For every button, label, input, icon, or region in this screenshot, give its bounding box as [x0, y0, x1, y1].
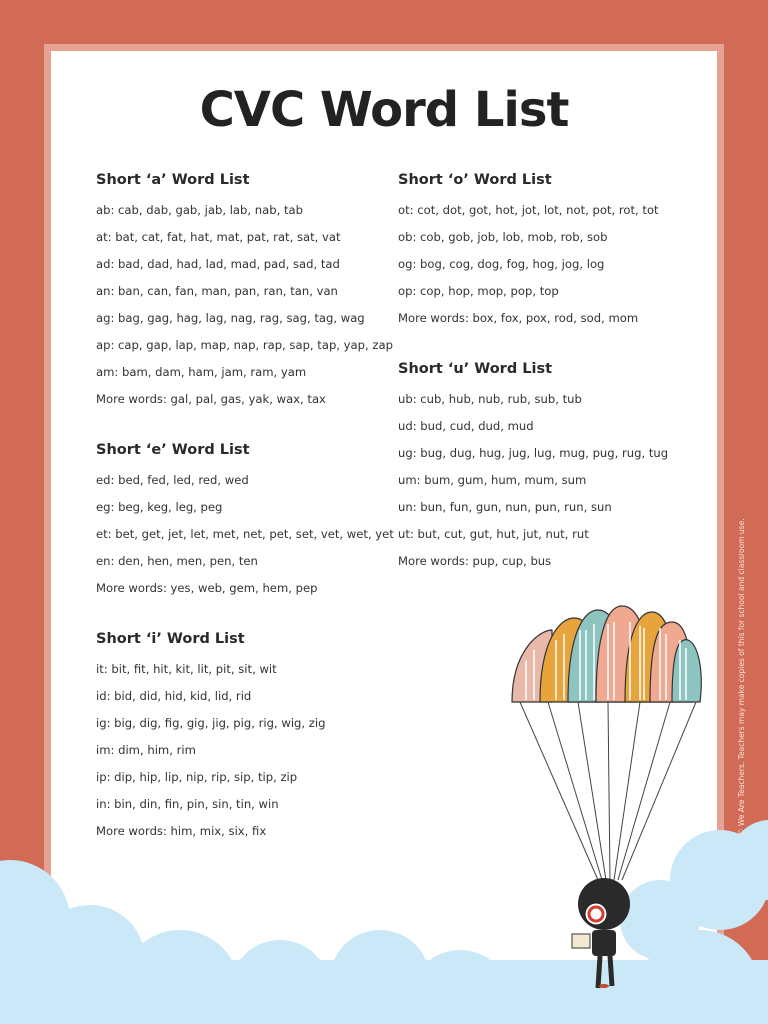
copyright-notice: © We Are Teachers. Teachers may make copies of this for school and classroom use.: [737, 518, 746, 836]
word-line: ud: bud, cud, dud, mud: [398, 419, 534, 433]
word-line: id: bid, did, hid, kid, lid, rid: [96, 689, 252, 703]
word-line: og: bog, cog, dog, fog, hog, jog, log: [398, 257, 605, 271]
word-line: im: dim, him, rim: [96, 743, 196, 757]
word-line: ub: cub, hub, nub, rub, sub, tub: [398, 392, 582, 406]
word-line: eg: beg, keg, leg, peg: [96, 500, 223, 514]
word-line: ab: cab, dab, gab, jab, lab, nab, tab: [96, 203, 303, 217]
cloud-decoration: [0, 820, 768, 1024]
page-title: CVC Word List: [199, 82, 569, 138]
word-line: ap: cap, gap, lap, map, nap, rap, sap, tap, yap, zap: [96, 338, 393, 352]
section-heading: Short ‘e’ Word List: [96, 442, 250, 458]
word-line: et: bet, get, jet, let, met, net, pet, set, vet, wet, yet: [96, 527, 394, 541]
word-line: en: den, hen, men, pen, ten: [96, 554, 258, 568]
word-line: at: bat, cat, fat, hat, mat, pat, rat, sat, vat: [96, 230, 341, 244]
word-line: ag: bag, gag, hag, lag, nag, rag, sag, tag, wag: [96, 311, 365, 325]
more-words-line: More words: box, fox, pox, rod, sod, mom: [398, 311, 639, 325]
parachute-icon: [512, 606, 701, 702]
word-line: ut: but, cut, gut, hut, jut, nut, rut: [398, 527, 589, 541]
word-line: un: bun, fun, gun, nun, pun, run, sun: [398, 500, 612, 514]
word-line: an: ban, can, fan, man, pan, ran, tan, van: [96, 284, 338, 298]
word-line: am: bam, dam, ham, jam, ram, yam: [96, 365, 307, 379]
word-line: ip: dip, hip, lip, nip, rip, sip, tip, zip: [96, 770, 298, 784]
more-words-line: More words: pup, cup, bus: [398, 554, 552, 568]
more-words-line: More words: yes, web, gem, hem, pep: [96, 581, 318, 595]
word-line: um: bum, gum, hum, mum, sum: [398, 473, 587, 487]
word-line: ob: cob, gob, job, lob, mob, rob, sob: [398, 230, 608, 244]
word-line: it: bit, fit, hit, kit, lit, pit, sit, wit: [96, 662, 277, 676]
word-line: op: cop, hop, mop, pop, top: [398, 284, 559, 298]
parachute-strings: [520, 702, 696, 880]
word-line: ed: bed, fed, led, red, wed: [96, 473, 249, 487]
section-heading: Short ‘u’ Word List: [398, 361, 553, 377]
section-heading: Short ‘i’ Word List: [96, 631, 245, 647]
word-line: ig: big, dig, fig, gig, jig, pig, rig, wig, zig: [96, 716, 326, 730]
more-words-line: More words: him, mix, six, fix: [96, 824, 267, 838]
word-line: ad: bad, dad, had, lad, mad, pad, sad, tad: [96, 257, 340, 271]
word-line: ug: bug, dug, hug, jug, lug, mug, pug, rug, tug: [398, 446, 669, 460]
word-line: in: bin, din, fin, pin, sin, tin, win: [96, 797, 279, 811]
section-heading: Short ‘a’ Word List: [96, 172, 250, 188]
more-words-line: More words: gal, pal, gas, yak, wax, tax: [96, 392, 326, 406]
word-line: ot: cot, dot, got, hot, jot, lot, not, pot, rot, tot: [398, 203, 659, 217]
section-heading: Short ‘o’ Word List: [398, 172, 552, 188]
